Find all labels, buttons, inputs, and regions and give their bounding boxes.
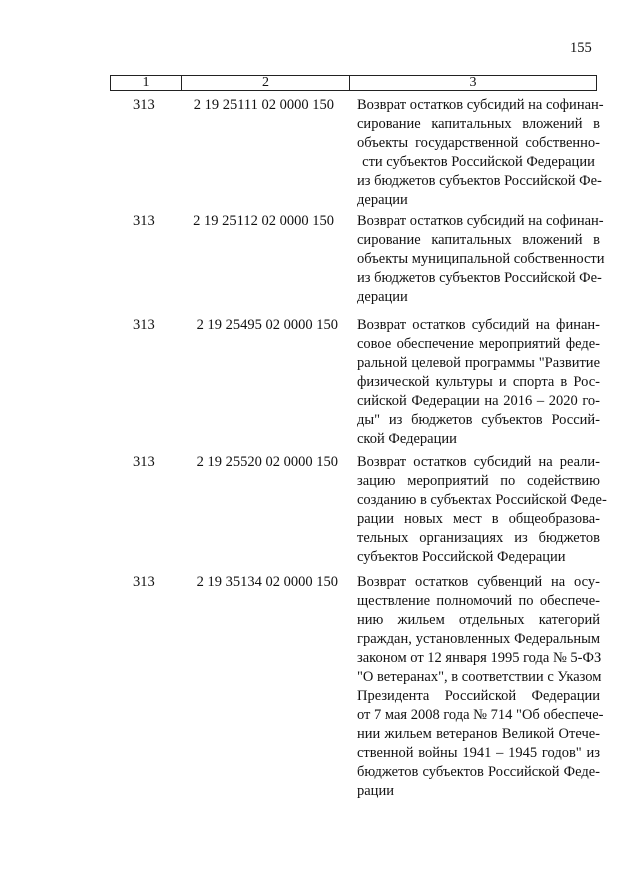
description-line: сти субъектов Российской Федерации: [362, 154, 595, 170]
description-line: Возврат остатков субсидий на финан-: [357, 317, 600, 333]
description-line: ственной войны 1941 – 1945 годов" из: [357, 745, 600, 761]
description-line: сирование капитальных вложений в: [357, 232, 600, 248]
table-header-col-1: 1: [142, 75, 150, 90]
row-description: [357, 212, 605, 307]
description-line: сирование капитальных вложений в: [357, 116, 600, 132]
row-code: 313: [133, 317, 155, 333]
description-line: зацию мероприятий по содействию: [357, 473, 600, 489]
description-line: созданию в субъектах Российской Феде-: [357, 492, 607, 508]
description-line: нии жильем ветеранов Великой Отече-: [357, 726, 600, 742]
description-line: Возврат остатков субсидий на реали-: [357, 454, 600, 470]
row-code: 313: [133, 97, 155, 113]
description-line: рации: [357, 783, 394, 799]
row-kbk: 2 19 25495 02 0000 150: [196, 317, 338, 333]
description-line: ской Федерации: [357, 431, 457, 447]
page-number: 155: [570, 40, 592, 56]
description-line: субъектов Российской Федерации: [357, 549, 566, 565]
description-line: Возврат остатков субсидий на софинан-: [357, 213, 604, 229]
row-kbk: 2 19 25111 02 0000 150: [193, 97, 334, 113]
description-line: ды" из бюджетов субъектов Россий-: [357, 412, 600, 428]
description-line: объекты муниципальной собственности: [357, 251, 605, 267]
description-line: ществление полномочий по обеспече-: [357, 593, 600, 609]
description-line: Президента Российской Федерации: [357, 688, 600, 704]
description-line: из бюджетов субъектов Российской Фе-: [357, 270, 602, 286]
description-line: бюджетов субъектов Российской Феде-: [357, 764, 600, 780]
row-kbk: 2 19 35134 02 0000 150: [196, 574, 338, 590]
description-line: нию жильем отдельных категорий: [357, 612, 600, 628]
row-description: [357, 316, 600, 449]
description-line: тельных организациях из бюджетов: [357, 530, 600, 546]
description-line: законом от 12 января 1995 года № 5-ФЗ: [357, 650, 602, 666]
row-description: [357, 96, 604, 210]
table-header: [110, 75, 597, 91]
description-line: ральной целевой программы "Развитие: [357, 355, 600, 371]
description-line: объекты государственной собственно-: [357, 135, 600, 151]
description-line: дерации: [357, 289, 408, 305]
table-header-col-2: 2: [262, 75, 269, 90]
row-description: [357, 453, 607, 567]
description-line: Возврат остатков субсидий на софинан-: [357, 97, 604, 113]
row-code: 313: [133, 213, 155, 229]
description-line: дерации: [357, 192, 408, 208]
row-description: [357, 573, 604, 801]
description-line: сийской Федерации на 2016 – 2020 го-: [357, 393, 600, 409]
description-line: совое обеспечение мероприятий феде-: [357, 336, 600, 352]
description-line: Возврат остатков субвенций на осу-: [357, 574, 600, 590]
row-kbk: 2 19 25112 02 0000 150: [193, 213, 334, 229]
description-line: граждан, установленных Федеральным: [357, 631, 600, 647]
description-line: "О ветеранах", в соответствии с Указом: [357, 669, 602, 685]
table-header-col-3: 3: [469, 75, 477, 90]
row-code: 313: [133, 574, 155, 590]
description-line: физической культуры и спорта в Рос-: [357, 374, 600, 390]
row-kbk: 2 19 25520 02 0000 150: [196, 454, 338, 470]
description-line: из бюджетов субъектов Российской Фе-: [357, 173, 602, 189]
description-line: рации новых мест в общеобразова-: [357, 511, 600, 527]
row-code: 313: [133, 454, 155, 470]
description-line: от 7 мая 2008 года № 714 "Об обеспече-: [357, 707, 604, 723]
